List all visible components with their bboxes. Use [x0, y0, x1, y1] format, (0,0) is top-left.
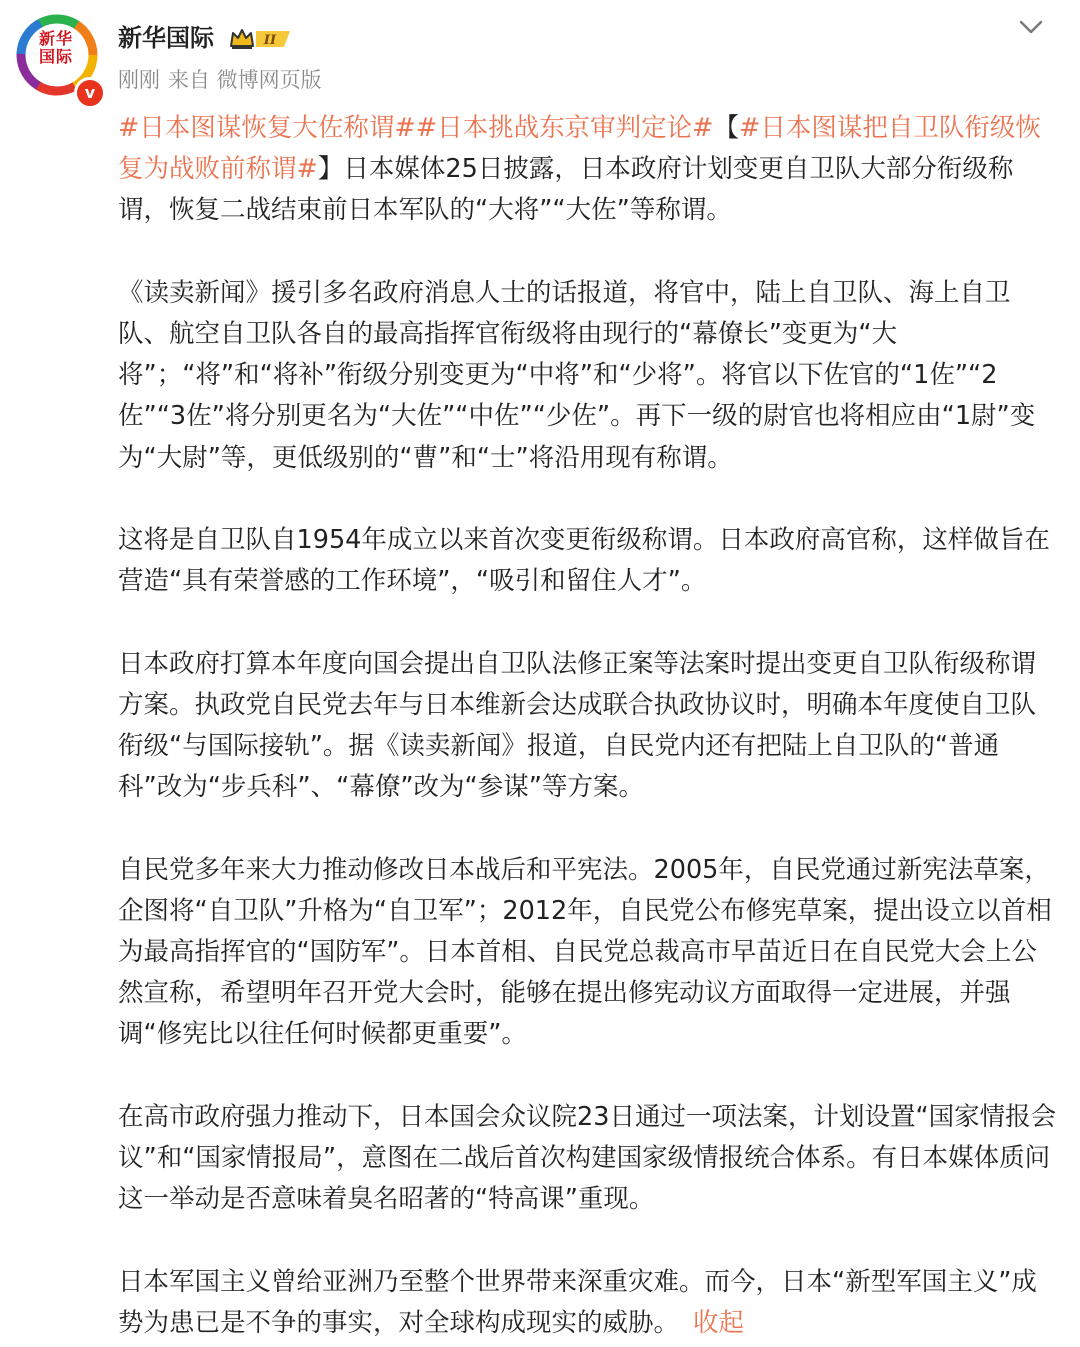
bracket-close: 】 — [317, 154, 344, 185]
topic-link-3[interactable]: #日本图谋把自卫队衔级恢复为战败前称谓# — [118, 113, 1041, 185]
paragraph-2: 《读卖新闻》援引多名政府消息人士的话报道，将官中，陆上自卫队、海上自卫队、航空自卫队各自的最高指挥官衔级将由现行的“幕僚长”变更为“大将”；“将”和“将补”衔级分别变更为“中将”和“少将”。将官以下佐官的“1佐”“2佐”“3佐”将分别更名为“大佐”“中佐”“少佐”。再下一级的尉官也将相应由“1尉”变为“大尉”等，更低级别的“曹”和“士”将沿用现有称谓。 — [118, 277, 1036, 473]
topic-link-1[interactable]: #日本图谋恢复大佐称谓# — [118, 113, 416, 143]
avatar-logo-line1: 新华 — [38, 29, 73, 48]
avatar-logo-text — [16, 30, 96, 66]
author-name[interactable]: 新华国际 — [118, 24, 214, 52]
bracket-open: 【 — [713, 113, 739, 143]
paragraph-7-text: 日本军国主义曾给亚洲乃至整个世界带来深重灾难。而今，日本“新型军国主义”成势为患已是不争的事实，对全球构成现实的威胁。 — [118, 1266, 1037, 1338]
paragraph-3: 这将是自卫队自1954年成立以来首次变更衔级称谓。日本政府高官称，这样做旨在营造“具有荣誉感的工作环境”，“吸引和留住人才”。 — [118, 525, 1050, 597]
post-header — [0, 0, 1080, 110]
post-time[interactable]: 刚刚 — [118, 68, 160, 92]
paragraph-7 — [118, 1262, 1058, 1344]
paragraph-5: 自民党多年来大力推动修改日本战后和平宪法。2005年，自民党通过新宪法草案，企图将“自卫队”升格为“自卫军”；2012年，自民党公布修宪草案，提出设立以首相为最高指挥官的“国防军”。日本首相、自民党总裁高市早苗近日在自民党大会上公然宣称，希望明年召开党大会时，能够在提出修宪动议方面取得一定进展，并强调“修宪比以往任何时候都更重要”。 — [118, 854, 1052, 1050]
paragraph-1 — [118, 108, 1058, 232]
chevron-down-icon[interactable] — [1016, 16, 1046, 38]
avatar-logo-line2: 国际 — [38, 47, 73, 66]
topic-link-2[interactable]: #日本挑战东京审判定论# — [415, 113, 714, 143]
verified-icon: v — [74, 77, 106, 109]
collapse-link[interactable]: 收起 — [693, 1307, 745, 1338]
post-source: 来自 微博网页版 — [168, 68, 322, 92]
member-crown-icon[interactable] — [228, 26, 294, 52]
post-meta — [118, 65, 330, 95]
paragraph-6: 在高市政府强力推动下，日本国会众议院23日通过一项法案，计划设置“国家情报会议”和“国家情报局”，意图在二战后首次构建国家级情报统合体系。有日本媒体质问这一举动是否意味着臭名昭著的“特高课”重现。 — [118, 1101, 1057, 1215]
paragraph-4: 日本政府打算本年度向国会提出自卫队法修正案等法案时提出变更自卫队衔级称谓方案。执政党自民党去年与日本维新会达成联合执政协议时，明确本年度使自卫队衔级“与国际接轨”。据《读卖新闻》报道，自民党内还有把陆上自卫队的“普通科”改为“步兵科”、“幕僚”改为“参谋”等方案。 — [118, 648, 1037, 803]
post-content — [118, 108, 1058, 1344]
level-badge-text: II — [263, 33, 277, 48]
paragraph-1-text: 日本媒体25日披露，日本政府计划变更自卫队大部分衔级称谓，恢复二战结束前日本军队的“大将”“大佐”等称谓。 — [118, 154, 1014, 226]
